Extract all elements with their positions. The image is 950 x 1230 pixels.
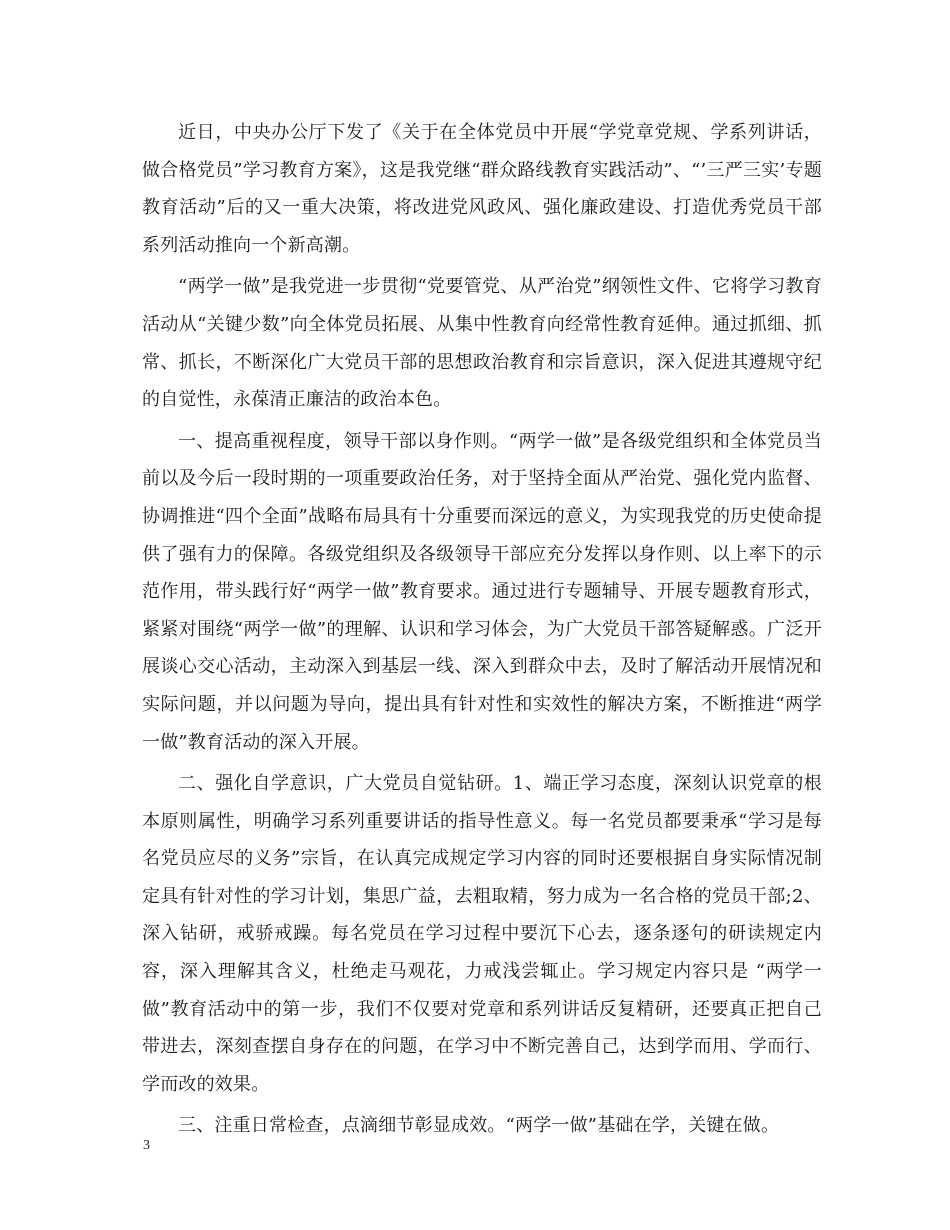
paragraph-two-study-one-do: “两学一做”是我党进一步贯彻“党要管党、从严治党”纲领性文件、它将学习教育活动从“关键少数”向全体党员拓展、从集中性教育向经常性教育延伸。通过抓细、抓常、抓长，不断深化广大党员干部的思想政治教育和宗旨意识，深入促进其遵规守纪的自觉性，永葆清正廉洁的政治本色。 (142, 276, 822, 411)
page-number: 3 (143, 1138, 150, 1153)
paragraph-section-one: 一、提高重视程度，领导干部以身作则。“两学一做”是各级党组织和全体党员当前以及今后一段时期的一项重要政治任务，对于坚持全面从严治党、强化党内监督、协调推进“四个全面”战略布局具有十分重要而深远的意义，为实现我党的历史使命提供了强有力的保障。各级党组织及各级领导干部应充分发挥以身作则、以上率下的示范作用，带头践行好“两学一做”教育要求。通过进行专题辅导、开展专题教育形式，紧紧对围绕“两学一做”的理解、认识和学习体会，为广大党员干部答疑解惑。广泛开展谈心交心活动，主动深入到基层一线、深入到群众中去，及时了解活动开展情况和实际问题，并以问题为导向，提出具有针对性和实效性的解决方案，不断推进“两学一做”教育活动的深入开展。 (142, 430, 822, 753)
paragraph-section-three: 三、注重日常检查，点滴细节彰显成效。“两学一做”基础在学，关键在做。 (178, 1115, 780, 1137)
document-body (142, 114, 822, 1149)
paragraph-intro: 近日，中央办公厅下发了《关于在全体党员中开展“学党章党规、学系列讲话，做合格党员”学习教育方案》，这是我党继“群众路线教育实践活动”、“’三严三实’专题教育活动”后的又一重大决策，将改进党风政风、强化廉政建设、打造优秀党员干部系列活动推向一个新高潮。 (142, 122, 822, 256)
paragraph-section-two: 二、强化自学意识，广大党员自觉钻研。1、端正学习态度，深刻认识党章的根本原则属性，明确学习系列重要讲话的指导性意义。每一名党员都要秉承“学习是每名党员应尽的义务”宗旨，在认真完成规定学习内容的同时还要根据自身实际情况制定具有针对性的学习计划，集思广益，去粗取精，努力成为一名合格的党员干部;2、深入钻研，戒骄戒躁。每名党员在学习过程中要沉下心去，逐条逐句的研读规定内容，深入理解其含义，杜绝走马观花，力戒浅尝辄止。学习规定内容只是 “两学一做”教育活动中的第一步，我们不仅要对党章和系列讲话反复精研，还要真正把自己带进去，深刻查摆自身存在的问题，在学习中不断完善自己，达到学而用、学而行、学而改的效果。 (142, 773, 822, 1095)
